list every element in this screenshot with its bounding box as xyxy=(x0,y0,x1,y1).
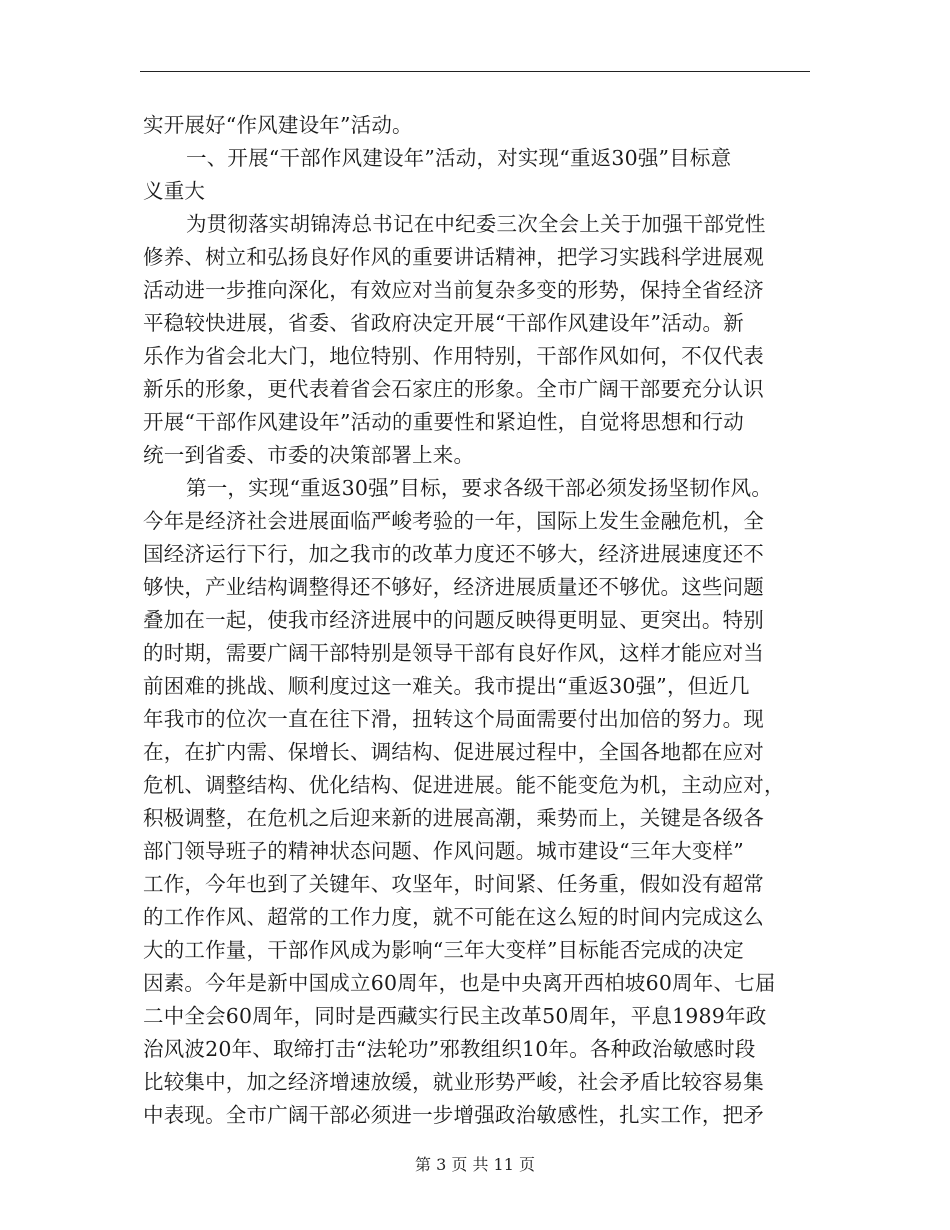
header-rule xyxy=(140,71,810,72)
body-line: 积极调整，在危机之后迎来新的进展高潮，乘势而上，关键是各级各 xyxy=(143,806,764,830)
body-line: 乐作为省会北大门，地位特别、作用特别，干部作风如何，不仅代表 xyxy=(143,344,764,368)
body-line: 够快，产业结构调整得还不够好，经济进展质量还不够优。这些问题 xyxy=(143,575,764,599)
body-line: 国经济运行下行，加之我市的改革力度还不够大，经济进展速度还不 xyxy=(143,542,764,566)
body-line: 危机、调整结构、优化结构、促进进展。能不能变危为机，主动应对， xyxy=(143,773,785,797)
body-line: 活动进一步推向深化，有效应对当前复杂多变的形势，保持全省经济 xyxy=(143,278,764,302)
body-line: 工作，今年也到了关键年、攻坚年，时间紧、任务重，假如没有超常 xyxy=(143,872,764,896)
body-line: 前困难的挑战、顺利度过这一难关。我市提出“重返30强”，但近几 xyxy=(143,674,750,698)
body-line: 比较集中，加之经济增速放缓，就业形势严峻，社会矛盾比较容易集 xyxy=(143,1070,764,1094)
body-line: 二中全会60周年，同时是西藏实行民主改革50周年，平息1989年政 xyxy=(143,1004,767,1028)
body-line: 中表现。全市广阔干部必须进一步增强政治敏感性，扎实工作，把矛 xyxy=(143,1103,764,1127)
body-line: 在，在扩内需、保增长、调结构、促进展过程中，全国各地都在应对 xyxy=(143,740,764,764)
body-line: 第一，实现“重返30强”目标，要求各级干部必须发扬坚韧作风。 xyxy=(186,476,773,500)
body-line: 为贯彻落实胡锦涛总书记在中纪委三次全会上关于加强干部党性 xyxy=(186,212,766,236)
body-line: 新乐的形象，更代表着省会石家庄的形象。全市广阔干部要充分认识 xyxy=(143,377,764,401)
body-line: 的时期，需要广阔干部特别是领导干部有良好作风，这样才能应对当 xyxy=(143,641,764,665)
body-line: 年我市的位次一直在往下滑，扭转这个局面需要付出加倍的努力。现 xyxy=(143,707,764,731)
section-heading-line: 一、开展“干部作风建设年”活动，对实现“重返30强”目标意 xyxy=(186,146,732,170)
body-line: 开展“干部作风建设年”活动的重要性和紧迫性，自觉将思想和行动 xyxy=(143,410,744,434)
body-line: 平稳较快进展，省委、省政府决定开展“干部作风建设年”活动。新 xyxy=(143,311,744,335)
body-line: 修养、树立和弘扬良好作风的重要讲话精神，把学习实践科学进展观 xyxy=(143,245,764,269)
body-line: 的工作作风、超常的工作力度，就不可能在这么短的时间内完成这么 xyxy=(143,905,764,929)
body-line: 大的工作量，干部作风成为影响“三年大变样”目标能否完成的决定 xyxy=(143,938,744,962)
section-heading-line: 义重大 xyxy=(143,179,206,203)
body-line: 统一到省委、市委的决策部署上来。 xyxy=(143,443,475,467)
body-line: 实开展好“作风建设年”活动。 xyxy=(143,113,413,137)
page-number-footer: 第 3 页 共 11 页 xyxy=(415,1155,535,1174)
body-line: 叠加在一起，使我市经济进展中的问题反映得更明显、更突出。特别 xyxy=(143,608,764,632)
body-line: 因素。今年是新中国成立60周年，也是中央离开西柏坡60周年、七届 xyxy=(143,971,776,995)
body-line: 今年是经济社会进展面临严峻考验的一年，国际上发生金融危机，全 xyxy=(143,509,764,533)
body-line: 治风波20年、取缔打击“法轮功”邪教组织10年。各种政治敏感时段 xyxy=(143,1037,756,1061)
body-line: 部门领导班子的精神状态问题、作风问题。城市建设“三年大变样” xyxy=(143,839,744,863)
